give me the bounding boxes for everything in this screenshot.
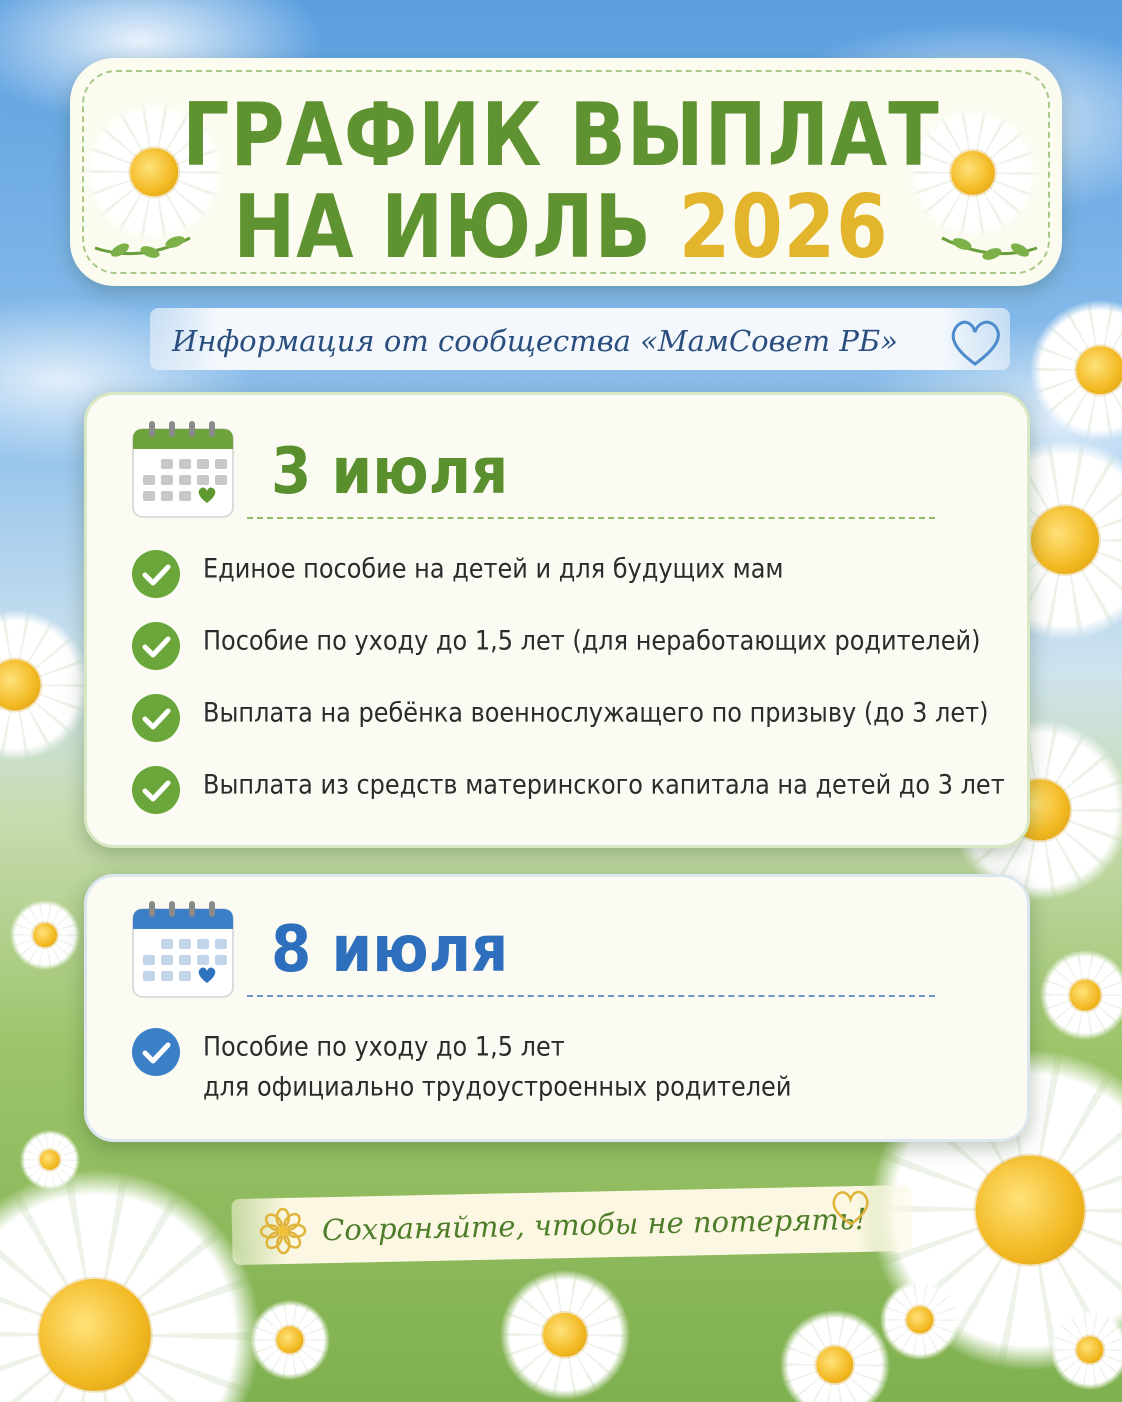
flower-icon [258, 1206, 309, 1257]
calendar-icon [131, 899, 235, 999]
page-title-line-2 [0, 176, 1122, 279]
calendar-icon [131, 419, 235, 519]
item-text-line-1: Пособие по уходу до 1,5 лет [203, 1031, 565, 1063]
list-item [131, 1027, 1011, 1117]
daisy-decoration [0, 1170, 260, 1402]
heart-icon [827, 1186, 874, 1229]
check-circle-icon [131, 1027, 181, 1077]
date-title: 3 июля [271, 433, 509, 509]
check-circle-icon [131, 621, 181, 671]
list-item [131, 621, 1011, 681]
daisy-decoration [780, 1310, 890, 1402]
item-text: Выплата из средств материнского капитала на детей до 3 лет [203, 769, 1005, 801]
daisy-decoration [880, 1280, 960, 1360]
title-prefix: НА ИЮЛЬ [233, 176, 679, 279]
payment-card-july-3 [84, 392, 1030, 848]
dashed-divider [247, 995, 935, 997]
daisy-decoration [1050, 1310, 1122, 1390]
date-title: 8 июля [271, 911, 509, 987]
list-item [131, 765, 1011, 825]
item-text: Пособие по уходу до 1,5 лет (для неработающих родителей) [203, 625, 981, 657]
daisy-decoration [10, 900, 80, 970]
daisy-decoration [0, 610, 90, 760]
item-text: Выплата на ребёнка военнослужащего по призыву (до 3 лет) [203, 697, 989, 729]
subtitle-ribbon [150, 308, 1010, 370]
subtitle-text: Информация от сообщества «МамСовет РБ» [172, 324, 898, 358]
check-circle-icon [131, 693, 181, 743]
page-title-line-1: ГРАФИК ВЫПЛАТ [182, 84, 940, 187]
daisy-decoration [1040, 950, 1122, 1040]
dashed-divider [247, 517, 935, 519]
daisy-decoration [500, 1270, 630, 1400]
daisy-decoration [250, 1300, 330, 1380]
item-text-line-2: для официально трудоустроенных родителей [203, 1071, 792, 1103]
heart-icon [945, 314, 1005, 370]
daisy-decoration [1030, 300, 1122, 440]
check-circle-icon [131, 549, 181, 599]
daisy-decoration [20, 1130, 80, 1190]
item-text: Единое пособие на детей и для будущих мам [203, 553, 784, 585]
payment-card-july-8 [84, 874, 1030, 1142]
title-year: 2026 [678, 176, 889, 279]
check-circle-icon [131, 765, 181, 815]
footer-text: Сохраняйте, чтобы не потерять! [321, 1201, 867, 1248]
list-item [131, 549, 1011, 609]
footer-ribbon [231, 1185, 912, 1265]
list-item [131, 693, 1011, 753]
